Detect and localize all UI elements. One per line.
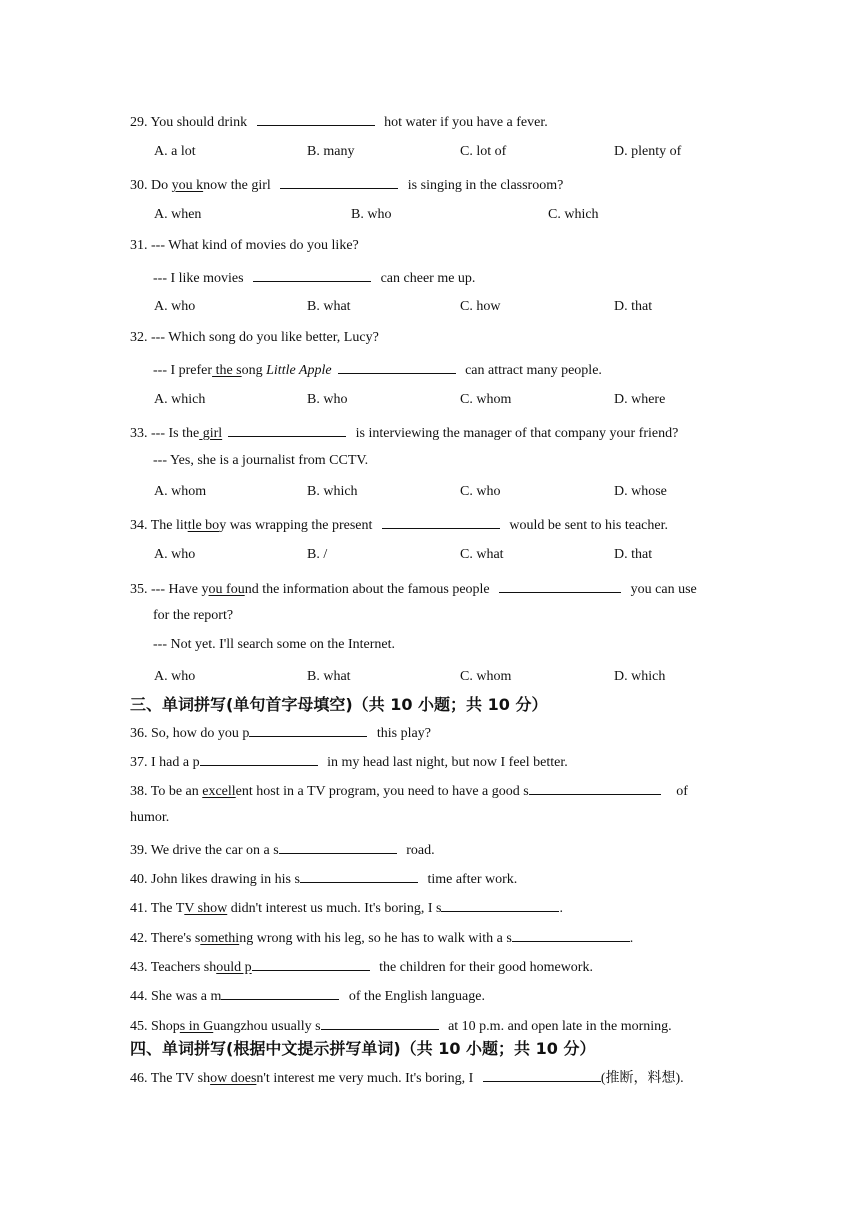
q34-option-d: D. that bbox=[614, 547, 653, 562]
q33-option-c: C. who bbox=[460, 484, 501, 499]
q32-option-b: B. who bbox=[307, 392, 348, 407]
question-35-cont: for the report? bbox=[153, 608, 234, 623]
q31-option-d: D. that bbox=[614, 299, 653, 314]
q29-option-b: B. many bbox=[307, 144, 355, 159]
q32-option-c: C. whom bbox=[460, 392, 512, 407]
question-35: 35. --- Have you found the information about the famous people you can use bbox=[130, 578, 697, 599]
question-37: 37. I had a p in my head last night, but now I feel better. bbox=[130, 751, 568, 772]
q32-option-a: A. which bbox=[154, 392, 206, 407]
question-40: 40. John likes drawing in his s time after work. bbox=[130, 868, 517, 889]
question-43: 43. Teachers should p the children for their good homework. bbox=[130, 956, 593, 977]
q34-option-c: C. what bbox=[460, 547, 504, 562]
question-38: 38. To be an excellent host in a TV program, you need to have a good s of bbox=[130, 780, 688, 801]
q35-option-d: D. which bbox=[614, 669, 666, 684]
q29-option-a: A. a lot bbox=[154, 144, 196, 159]
question-36: 36. So, how do you p this play? bbox=[130, 722, 431, 743]
q30-option-a: A. when bbox=[154, 207, 202, 222]
question-32: 32. --- Which song do you like better, Lucy? bbox=[130, 330, 379, 345]
question-35-answer: --- Not yet. I'll search some on the Internet. bbox=[153, 637, 395, 652]
q34-option-a: A. who bbox=[154, 547, 196, 562]
question-41: 41. The TV show didn't interest us much. It's boring, I s . bbox=[130, 897, 563, 918]
question-33-answer: --- Yes, she is a journalist from CCTV. bbox=[153, 453, 369, 468]
q32-option-d: D. where bbox=[614, 392, 666, 407]
q35-option-b: B. what bbox=[307, 669, 351, 684]
q35-option-a: A. who bbox=[154, 669, 196, 684]
section-4-heading: 四、单词拼写(根据中文提示拼写单词)（共 10 小题；共 10 分） bbox=[130, 1039, 596, 1058]
question-29: 29. You should drink hot water if you have a fever. bbox=[130, 111, 548, 132]
question-34: 34. The little boy was wrapping the present would be sent to his teacher. bbox=[130, 514, 668, 535]
section-3-heading: 三、单词拼写(单句首字母填空)（共 10 小题；共 10 分） bbox=[130, 695, 548, 714]
question-38-cont: humor. bbox=[130, 810, 170, 825]
q31-option-c: C. how bbox=[460, 299, 501, 314]
question-46: 46. The TV show doesn't interest me very much. It's boring, I (推断，料想). bbox=[130, 1067, 684, 1088]
q30-option-b: B. who bbox=[351, 207, 392, 222]
q29-option-c: C. lot of bbox=[460, 144, 507, 159]
question-45: 45. Shops in Guangzhou usually s at 10 p.m. and open late in the morning. bbox=[130, 1015, 672, 1036]
q33-option-b: B. which bbox=[307, 484, 358, 499]
q29-option-d: D. plenty of bbox=[614, 144, 682, 159]
question-32-answer: --- I prefer the song Little Apple can attract many people. bbox=[153, 359, 602, 380]
question-30: 30. Do you know the girl is singing in the classroom? bbox=[130, 174, 563, 195]
question-31: 31. --- What kind of movies do you like? bbox=[130, 238, 359, 253]
q31-option-b: B. what bbox=[307, 299, 351, 314]
q33-option-a: A. whom bbox=[154, 484, 207, 499]
question-39: 39. We drive the car on a s road. bbox=[130, 839, 435, 860]
q35-option-c: C. whom bbox=[460, 669, 512, 684]
question-44: 44. She was a m of the English language. bbox=[130, 985, 485, 1006]
q33-option-d: D. whose bbox=[614, 484, 667, 499]
q30-option-c: C. which bbox=[548, 207, 599, 222]
q34-option-b: B. / bbox=[307, 547, 328, 562]
question-42: 42. There's something wrong with his leg, so he has to walk with a s . bbox=[130, 927, 633, 948]
q31-option-a: A. who bbox=[154, 299, 196, 314]
question-31-answer: --- I like movies can cheer me up. bbox=[153, 267, 475, 288]
question-33: 33. --- Is the girl is interviewing the manager of that company your friend? bbox=[130, 422, 678, 443]
